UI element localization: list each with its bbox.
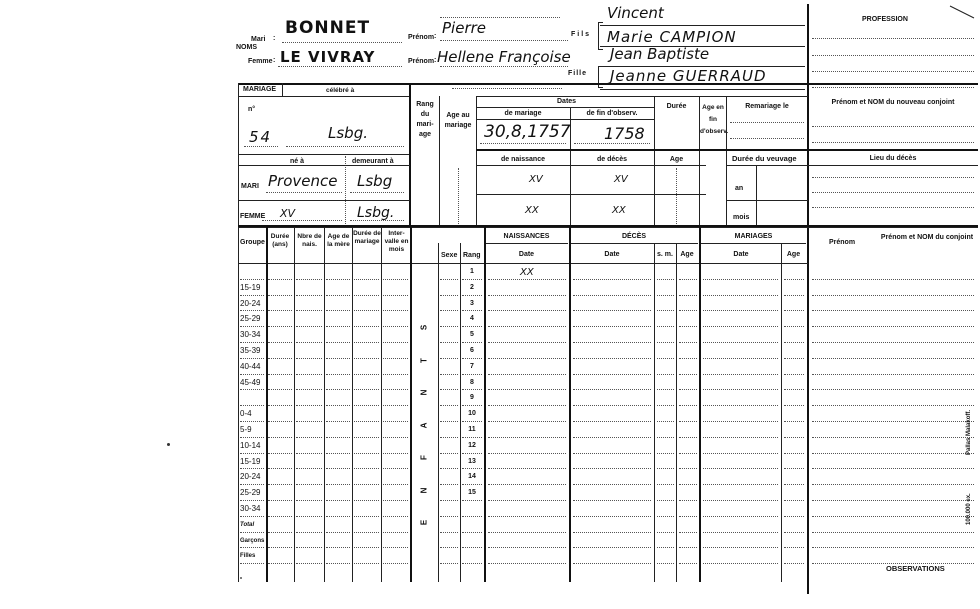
femme-naissance: XX	[525, 205, 539, 216]
groupe-label: 5-9	[240, 425, 252, 434]
enfants-letter: T	[419, 357, 429, 363]
celebre-label: célébré à	[326, 87, 355, 94]
femme-deces: XX	[612, 205, 626, 216]
rang-number: 14	[468, 473, 476, 481]
groupe-label: 30-34	[240, 330, 261, 340]
fils-1: Vincent	[607, 4, 664, 22]
nbre-naiss-header: Nbre de nais.	[297, 233, 322, 248]
rang-number: 9	[470, 394, 474, 402]
rang-number: 7	[470, 362, 474, 370]
groupe-label: Garçons	[240, 537, 265, 544]
rang-mariage-label: Rang du mari-age	[416, 101, 434, 138]
mar-age-header: Age	[786, 251, 801, 258]
mari-deces: XV	[614, 174, 628, 185]
corner-mark-icon	[948, 4, 976, 20]
rang-number: 8	[470, 378, 474, 386]
mari-row-label: MARI	[241, 183, 259, 190]
rang-number: 5	[470, 331, 474, 339]
rang-number: 11	[468, 426, 476, 433]
lieu-deces-label: Lieu du décès	[869, 155, 917, 162]
prenom-label-mari: Prénom	[408, 34, 435, 41]
rang-number: 13	[468, 457, 476, 465]
mariages-header: MARIAGES	[734, 233, 773, 240]
naissances-header: NAISSANCES	[503, 233, 550, 240]
groupe-label: 15-19	[240, 282, 261, 292]
remariage-label: Remariage le	[745, 103, 789, 110]
age-mere-header: Age de la mère	[327, 233, 350, 248]
rang-number: 2	[470, 283, 474, 291]
mari-naissance: XV	[529, 174, 543, 185]
groupe-label: 10-14	[240, 440, 261, 450]
enfants-letter: E	[419, 519, 429, 526]
fils-2: Marie CAMPION	[607, 28, 737, 46]
femme-ne-a: XV	[280, 207, 296, 220]
sm-header: s. m.	[657, 251, 673, 258]
fils-label: Fils	[571, 31, 592, 38]
femme-demeurant: Lsbg.	[357, 205, 395, 221]
intervalle-header: Inter-valle en mois	[384, 230, 409, 253]
enfants-letter: N	[419, 487, 429, 493]
rang-number: 3	[470, 299, 474, 307]
mariage-lieu: Lsbg.	[328, 124, 368, 142]
enfants-letter: S	[419, 324, 429, 331]
conjoint-header: Prénom et NOM du conjoint	[880, 234, 974, 241]
demeurant-label: demeurant à	[352, 158, 394, 165]
femme-row-label: FEMME	[240, 213, 266, 220]
rang-header: Rang	[463, 252, 481, 259]
mariage-numero: 54	[249, 128, 273, 146]
mari-nom: BONNET	[285, 18, 371, 38]
ne-a-label: né à	[290, 158, 305, 165]
de-naissance-label: de naissance	[501, 156, 545, 163]
first-birth-date: XX	[520, 267, 534, 278]
femme-prenom: Hellene Françoise	[437, 48, 571, 66]
side-print-2: 100.000 ex.	[966, 493, 972, 525]
deces-header: DÉCÈS	[621, 233, 647, 240]
dates-label: Dates	[557, 98, 577, 105]
groupe-label: 20-24	[240, 298, 261, 308]
rang-number: 6	[470, 347, 474, 354]
rang-number: 10	[468, 410, 476, 418]
groupe-label: 35-39	[240, 346, 261, 355]
rang-number: 1	[470, 268, 474, 275]
mari-label: Mari	[251, 36, 266, 43]
stray-dot	[167, 443, 170, 446]
groupe-label: 20-24	[240, 472, 261, 482]
duree-mariage-header: Durée de mariage	[353, 230, 381, 245]
fille-label: Fille	[568, 70, 588, 77]
groupe-label: 25-29	[240, 488, 261, 498]
rang-number: 4	[470, 315, 474, 323]
rang-number: 15	[468, 489, 476, 497]
femme-nom: LE VIVRAY	[280, 48, 376, 66]
duree-label: Durée	[666, 103, 687, 110]
groupe-label: Total	[240, 521, 255, 528]
groupe-label: 15-19	[240, 456, 261, 466]
enfants-letter: N	[419, 389, 429, 396]
fille-1: Jeanne GUERRAUD	[610, 67, 767, 85]
mari-ne-a: Provence	[268, 172, 338, 190]
noms-label: NOMS	[236, 44, 257, 51]
groupe-header: Groupe	[240, 239, 265, 246]
de-mariage-label: de mariage	[504, 110, 542, 117]
prenom-header: Prénom	[829, 239, 856, 246]
naiss-date-header: Date	[518, 251, 535, 258]
duree-veuvage-label: Durée du veuvage	[732, 154, 797, 163]
enfants-letter: A	[419, 422, 429, 428]
duree-ans-header: Durée (ans)	[270, 233, 290, 248]
profession-label: PROFESSION	[862, 16, 908, 23]
mari-prenom: Pierre	[442, 19, 487, 37]
groupe-label: 25-29	[240, 314, 261, 324]
groupe-label: 45-49	[240, 377, 261, 387]
femme-label: Femme	[248, 58, 273, 65]
mar-date-header: Date	[733, 251, 749, 258]
groupe-label: 30-34	[240, 504, 261, 513]
numero-label: n°	[248, 106, 256, 113]
rang-number: 12	[468, 441, 476, 449]
deces-date-header: Date	[604, 251, 620, 258]
sexe-header: Sexe	[441, 252, 458, 259]
enfants-letter: F	[419, 455, 429, 460]
mariage-title: MARIAGE	[243, 86, 277, 93]
prenom-label-femme: Prénom	[408, 58, 435, 65]
groupe-label: Filles	[240, 553, 256, 560]
mari-demeurant: Lsbg	[357, 172, 393, 190]
age-fin-label: Age en fin d'observ.	[700, 104, 729, 135]
nouveau-conjoint-label: Prénom et NOM du nouveau conjoint	[831, 99, 955, 106]
observations-label: OBSERVATIONS	[886, 564, 945, 573]
age-au-mariage-label: Age au mariage	[444, 112, 472, 129]
date-mariage: 30,8,1757	[484, 122, 571, 142]
groupe-label: 0-4	[240, 409, 252, 419]
date-fin: 1758	[604, 124, 645, 143]
fils-3: Jean Baptiste	[610, 45, 710, 63]
de-fin-label: de fin d'observ.	[586, 110, 638, 117]
age-label: Age	[669, 156, 684, 163]
groupe-label: 40-44	[240, 361, 261, 371]
deces-age-header: Age	[680, 251, 694, 258]
mois-label: mois	[733, 214, 750, 221]
side-print-1: Pallas Malakoff.	[966, 409, 972, 455]
an-label: an	[735, 185, 744, 192]
stray-dot	[240, 577, 242, 579]
de-deces-label: de décès	[597, 156, 627, 163]
